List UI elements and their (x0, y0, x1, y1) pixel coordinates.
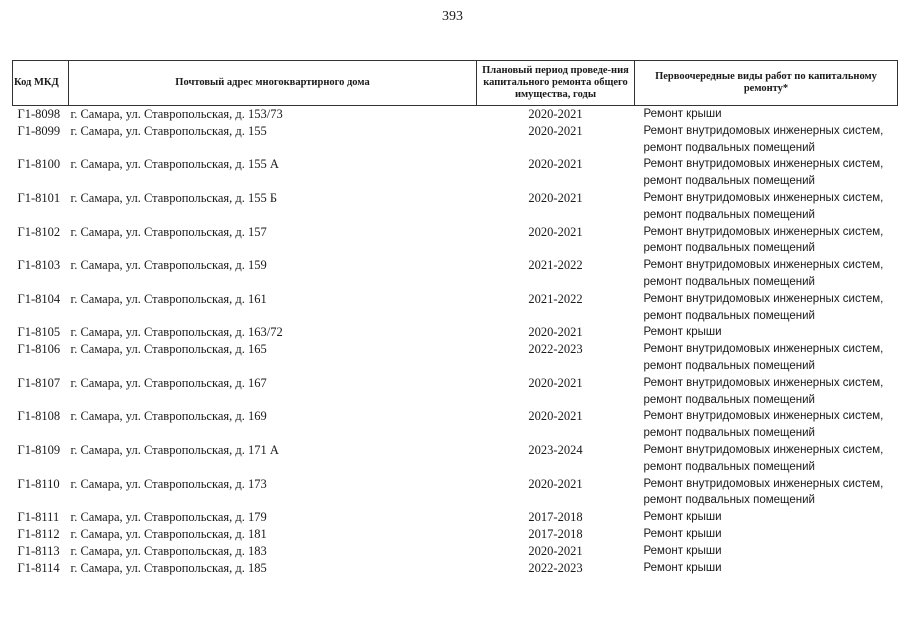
work-line: Ремонт крыши (643, 527, 722, 540)
mkd-code-cell: Г1-8098 (17, 107, 61, 121)
work-line: Ремонт крыши (643, 561, 722, 574)
period-cell: 2020-2021 (528, 409, 583, 424)
work-line: Ремонт внутридомовых инженерных систем, (643, 292, 884, 305)
works-cell (635, 408, 898, 442)
work-line: Ремонт внутридомовых инженерных систем, (643, 191, 884, 204)
period-cell: 2023-2024 (528, 442, 583, 457)
table-row (13, 257, 898, 291)
mkd-code-cell: Г1-8105 (17, 325, 61, 340)
period-cell: 2020-2021 (528, 107, 583, 121)
mkd-code-cell: Г1-8102 (17, 224, 61, 239)
work-line: Ремонт крыши (643, 108, 722, 120)
address-cell: г. Самара, ул. Ставропольская, д. 165 (70, 342, 267, 357)
table-row (13, 408, 898, 442)
address-cell: г. Самара, ул. Ставропольская, д. 157 (70, 224, 267, 239)
period-cell: 2020-2021 (528, 190, 583, 205)
table-body (13, 106, 898, 577)
work-line: Ремонт внутридомовых инженерных систем, (643, 443, 884, 456)
works-cell (635, 341, 898, 375)
period-cell: 2017-2018 (528, 526, 583, 541)
table-row (13, 442, 898, 476)
period-cell: 2020-2021 (528, 476, 583, 491)
address-cell: г. Самара, ул. Ставропольская, д. 167 (70, 375, 267, 390)
period-cell: 2020-2021 (528, 325, 583, 340)
table-row (13, 224, 898, 258)
address-cell: г. Самара, ул. Ставропольская, д. 185 (70, 560, 267, 575)
mkd-code-cell: Г1-8109 (17, 442, 61, 457)
table-header (13, 61, 898, 106)
work-line: Ремонт внутридомовых инженерных систем, (643, 376, 884, 389)
period-cell: 2020-2021 (528, 543, 583, 558)
work-line: ремонт подвальных помещений (643, 275, 815, 288)
period-cell: 2021-2022 (528, 258, 583, 273)
mkd-code-cell: Г1-8111 (17, 510, 60, 525)
work-line: Ремонт внутридомовых инженерных систем, (643, 410, 884, 423)
work-line: Ремонт внутридомовых инженерных систем, (643, 477, 884, 490)
work-line: ремонт подвальных помещений (643, 393, 815, 406)
address-cell: г. Самара, ул. Ставропольская, д. 153/73 (70, 107, 283, 121)
mkd-code-cell: Г1-8113 (17, 543, 60, 558)
mkd-code-cell: Г1-8106 (17, 342, 61, 357)
address-cell: г. Самара, ул. Ставропольская, д. 163/72 (70, 325, 283, 340)
work-line: ремонт подвальных помещений (643, 309, 815, 322)
period-cell: 2020-2021 (528, 157, 583, 172)
address-cell: г. Самара, ул. Ставропольская, д. 183 (70, 543, 267, 558)
table-row (13, 341, 898, 375)
capital-repair-table-container (12, 60, 897, 576)
table-row (13, 509, 898, 526)
address-cell: г. Самара, ул. Ставропольская, д. 155 (70, 123, 267, 138)
works-cell (635, 106, 898, 123)
table-row (13, 560, 898, 577)
mkd-code-cell: Г1-8103 (17, 258, 61, 273)
mkd-code-cell: Г1-8099 (17, 123, 61, 138)
table-row (13, 324, 898, 341)
work-line: ремонт подвальных помещений (643, 359, 815, 372)
address-cell: г. Самара, ул. Ставропольская, д. 159 (70, 258, 267, 273)
table-row (13, 526, 898, 543)
period-cell: 2021-2022 (528, 291, 583, 306)
table-row (13, 156, 898, 190)
period-cell: 2022-2023 (528, 560, 583, 575)
works-cell (635, 324, 898, 341)
address-cell: г. Самара, ул. Ставропольская, д. 181 (70, 526, 267, 541)
mkd-code-cell: Г1-8112 (17, 526, 60, 541)
work-line: Ремонт внутридомовых инженерных систем, (643, 225, 884, 238)
works-cell (635, 156, 898, 190)
mkd-code-cell: Г1-8100 (17, 157, 61, 172)
works-cell (635, 560, 898, 577)
address-cell: г. Самара, ул. Ставропольская, д. 155 А (70, 157, 279, 172)
works-cell (635, 257, 898, 291)
header-address: Почтовый адрес многоквартирного дома (69, 61, 477, 106)
work-line: ремонт подвальных помещений (643, 208, 815, 221)
address-cell: г. Самара, ул. Ставропольская, д. 171 А (70, 442, 279, 457)
works-cell (635, 291, 898, 325)
works-cell (635, 375, 898, 409)
period-cell: 2020-2021 (528, 224, 583, 239)
header-code: Код МКД (13, 61, 69, 106)
works-cell (635, 476, 898, 510)
mkd-code-cell: Г1-8114 (17, 560, 60, 575)
period-cell: 2022-2023 (528, 342, 583, 357)
address-cell: г. Самара, ул. Ставропольская, д. 155 Б (70, 190, 278, 205)
work-line: Ремонт внутридомовых инженерных систем, (643, 259, 884, 272)
work-line: ремонт подвальных помещений (643, 460, 815, 473)
work-line: ремонт подвальных помещений (643, 494, 815, 507)
capital-repair-table (12, 60, 898, 576)
address-cell: г. Самара, ул. Ставропольская, д. 173 (70, 476, 267, 491)
work-line: Ремонт крыши (643, 544, 722, 557)
table-row (13, 476, 898, 510)
work-line: Ремонт крыши (643, 511, 722, 524)
header-works: Первоочередные виды работ по капитальному ремонту* (635, 61, 898, 106)
period-cell: 2017-2018 (528, 510, 583, 525)
mkd-code-cell: Г1-8107 (17, 375, 61, 390)
table-row (13, 190, 898, 224)
address-cell: г. Самара, ул. Ставропольская, д. 161 (70, 291, 267, 306)
table-row (13, 106, 898, 123)
works-cell (635, 442, 898, 476)
works-cell (635, 543, 898, 560)
work-line: Ремонт крыши (643, 326, 722, 339)
work-line: ремонт подвальных помещений (643, 141, 815, 154)
mkd-code-cell: Г1-8108 (17, 409, 61, 424)
works-cell (635, 509, 898, 526)
table-row (13, 291, 898, 325)
header-period: Плановый период проведе-ния капитального ремонта общего имущества, годы (477, 61, 635, 106)
work-line: Ремонт внутридомовых инженерных систем, (643, 158, 884, 171)
work-line: Ремонт внутридомовых инженерных систем, (643, 124, 884, 137)
works-cell (635, 526, 898, 543)
header-row (13, 61, 898, 106)
mkd-code-cell: Г1-8101 (17, 190, 61, 205)
page-number: 393 (442, 9, 463, 24)
work-line: ремонт подвальных помещений (643, 175, 815, 188)
table-row (13, 375, 898, 409)
works-cell (635, 224, 898, 258)
period-cell: 2020-2021 (528, 375, 583, 390)
mkd-code-cell: Г1-8104 (17, 291, 61, 306)
address-cell: г. Самара, ул. Ставропольская, д. 169 (70, 409, 267, 424)
period-cell: 2020-2021 (528, 123, 583, 138)
work-line: ремонт подвальных помещений (643, 242, 815, 255)
mkd-code-cell: Г1-8110 (17, 476, 60, 491)
work-line: Ремонт внутридомовых инженерных систем, (643, 343, 884, 356)
works-cell (635, 190, 898, 224)
works-cell (635, 123, 898, 157)
table-row (13, 123, 898, 157)
address-cell: г. Самара, ул. Ставропольская, д. 179 (70, 510, 267, 525)
work-line: ремонт подвальных помещений (643, 427, 815, 440)
table-row (13, 543, 898, 560)
